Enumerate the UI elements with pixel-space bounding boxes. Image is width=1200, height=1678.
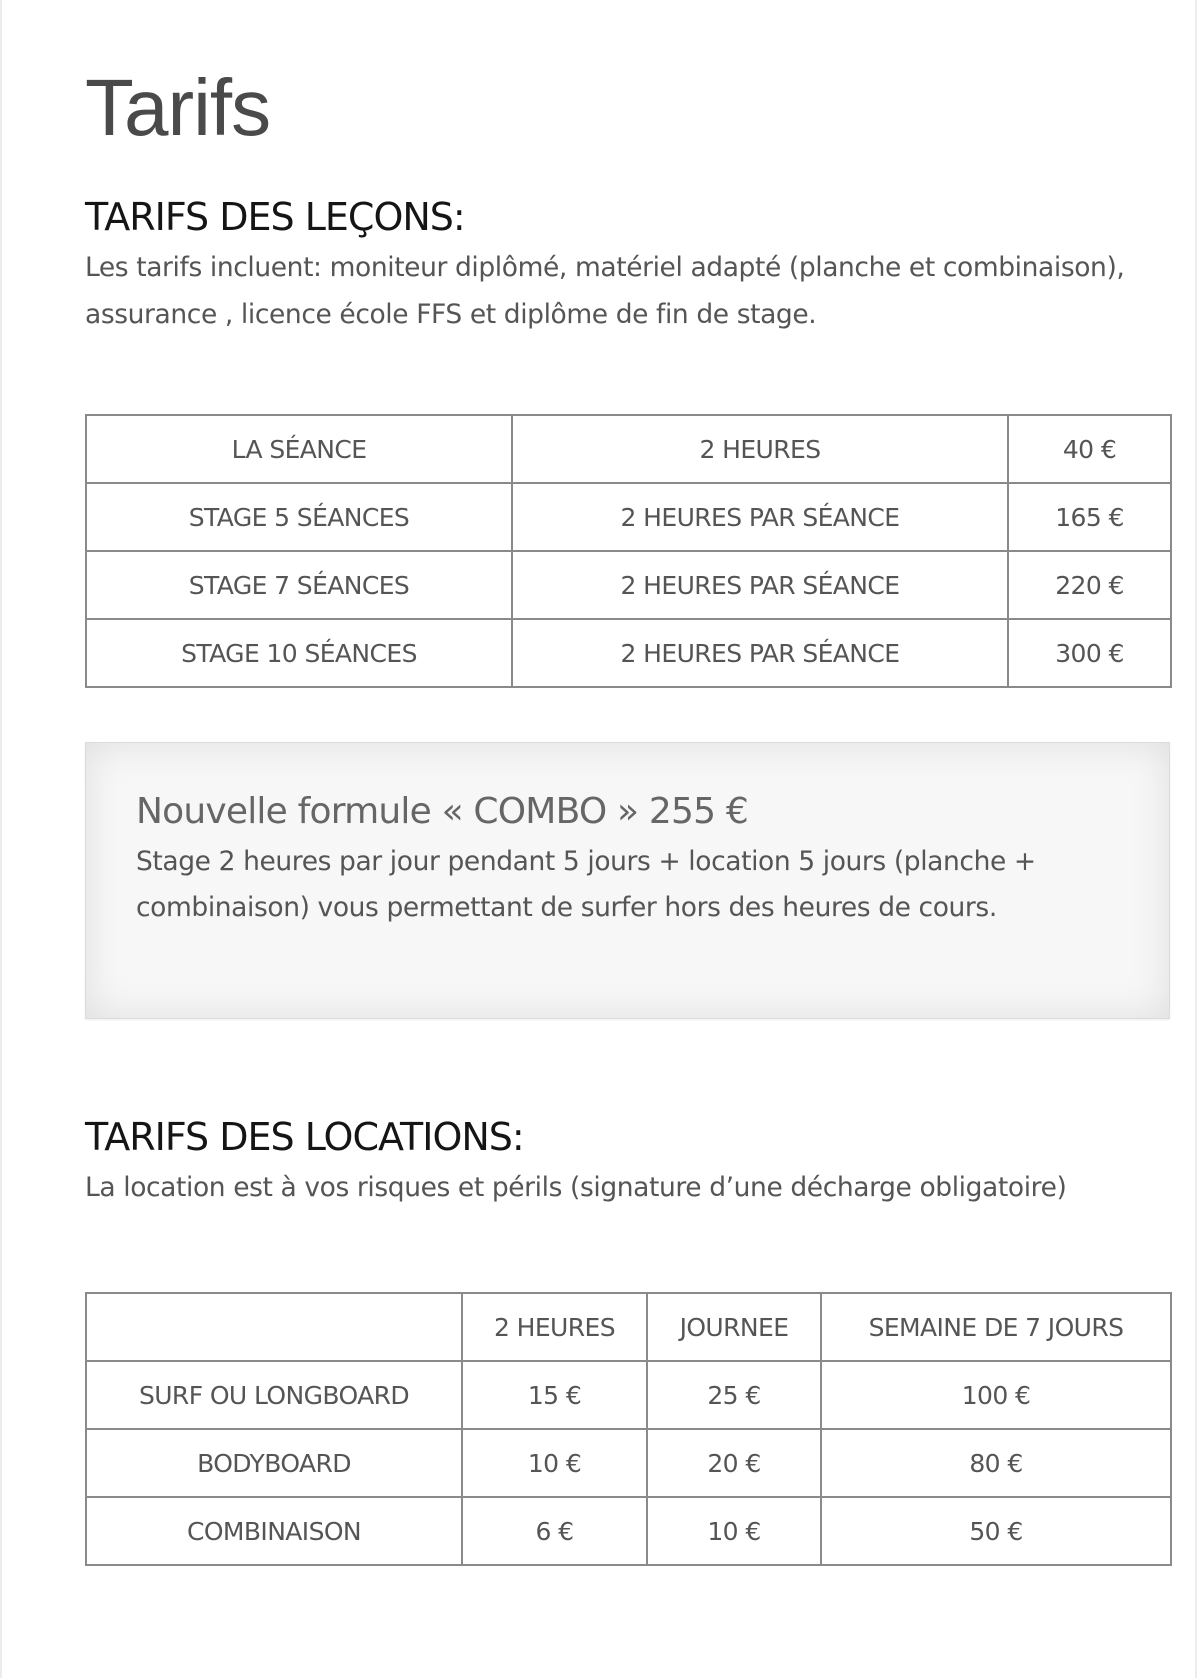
table-header-row [86, 1293, 1171, 1361]
lessons-price-table [85, 414, 1172, 688]
table-row [86, 619, 1171, 687]
rental-price-2h: 10 € [462, 1429, 647, 1497]
rental-price-week: 80 € [821, 1429, 1171, 1497]
combo-offer-title: Nouvelle formule « COMBO » 255 € [136, 791, 748, 832]
lesson-name: STAGE 7 SÉANCES [86, 551, 512, 619]
lesson-price: 300 € [1008, 619, 1171, 687]
rentals-price-table [85, 1292, 1172, 1566]
table-row [86, 1497, 1171, 1565]
table-row [86, 415, 1171, 483]
lesson-duration: 2 HEURES PAR SÉANCE [512, 619, 1008, 687]
lesson-name: STAGE 10 SÉANCES [86, 619, 512, 687]
lesson-duration: 2 HEURES PAR SÉANCE [512, 551, 1008, 619]
lesson-name: LA SÉANCE [86, 415, 512, 483]
lesson-price: 165 € [1008, 483, 1171, 551]
table-row [86, 1429, 1171, 1497]
lesson-duration: 2 HEURES PAR SÉANCE [512, 483, 1008, 551]
rental-price-2h: 6 € [462, 1497, 647, 1565]
rentals-description: La location est à vos risques et périls (signature d’une décharge obligatoire) [85, 1172, 1067, 1203]
rental-price-2h: 15 € [462, 1361, 647, 1429]
column-header-week: SEMAINE DE 7 JOURS [821, 1293, 1171, 1361]
combo-offer-box [85, 742, 1170, 1019]
table-row [86, 551, 1171, 619]
rental-price-day: 20 € [647, 1429, 821, 1497]
rental-price-day: 10 € [647, 1497, 821, 1565]
rentals-heading: TARIFS DES LOCATIONS: [85, 1115, 524, 1159]
lessons-description: Les tarifs incluent: moniteur diplômé, matériel adapté (planche et combinaison), assurance , licence école FFS et diplôme de fin de stage. [85, 252, 1125, 330]
rental-item: COMBINAISON [86, 1497, 462, 1565]
rental-price-day: 25 € [647, 1361, 821, 1429]
rental-item: BODYBOARD [86, 1429, 462, 1497]
column-header-2-hours: 2 HEURES [462, 1293, 647, 1361]
lesson-price: 40 € [1008, 415, 1171, 483]
combo-offer-description: Stage 2 heures par jour pendant 5 jours + location 5 jours (planche + combinaison) vous permettant de surfer hors des heures de cours. [136, 846, 1036, 923]
lessons-heading: TARIFS DES LEÇONS: [85, 195, 465, 239]
page-title: Tarifs [85, 63, 271, 152]
rental-item: SURF OU LONGBOARD [86, 1361, 462, 1429]
table-row [86, 483, 1171, 551]
lesson-name: STAGE 5 SÉANCES [86, 483, 512, 551]
rental-price-week: 100 € [821, 1361, 1171, 1429]
lesson-price: 220 € [1008, 551, 1171, 619]
column-header-empty [86, 1293, 462, 1361]
table-row [86, 1361, 1171, 1429]
lesson-duration: 2 HEURES [512, 415, 1008, 483]
rental-price-week: 50 € [821, 1497, 1171, 1565]
column-header-day: JOURNEE [647, 1293, 821, 1361]
